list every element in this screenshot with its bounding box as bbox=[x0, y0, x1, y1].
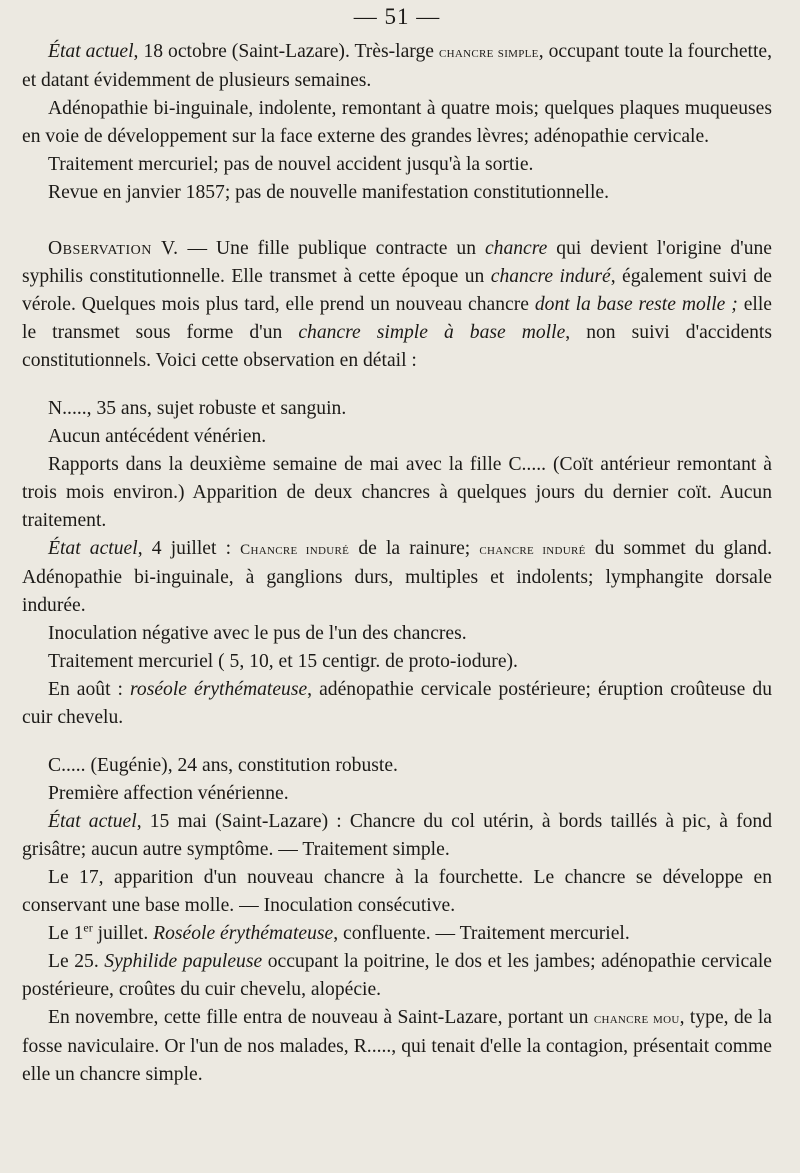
text-span: , type, de la fosse naviculaire. Or l'un de nos malades, R....., qui tenait d'elle la contagion, présentait comme elle un chancre simple. bbox=[22, 1007, 772, 1085]
case-n-paragraph-5: Inoculation négative avec le pus de l'un des chancres. bbox=[48, 623, 467, 644]
text-span: , confluente. — Traitement mercuriel. bbox=[333, 923, 630, 944]
text-span: , adénopathie cervicale postérieure; éruption croûteuse du cuir chevelu. bbox=[22, 679, 772, 728]
text-span: , 4 juillet : bbox=[137, 538, 241, 559]
small-caps-term: chancre simple bbox=[438, 45, 539, 61]
case-n-paragraph-7 bbox=[22, 676, 772, 732]
text-span: Le 25. bbox=[48, 951, 105, 972]
case-c-paragraph-4: Le 17, apparition d'un nouveau chancre à la fourchette. Le chancre se développe en conservant une base molle. — Inoculation consécutive. bbox=[22, 867, 772, 916]
case-c-paragraph-2: Première affection vénérienne. bbox=[48, 783, 289, 804]
case-n-paragraph-3: Rapports dans la deuxième semaine de mai avec la fille C..... (Coït antérieur remontant à trois mois environ.) Apparition de deux chancres à quelques jours du dernier coït. Aucun traitement. bbox=[22, 454, 772, 531]
text-span: juillet. bbox=[92, 923, 154, 944]
case-c-paragraph-1: C..... (Eugénie), 24 ans, constitution robuste. bbox=[48, 755, 398, 776]
text-span: du sommet du gland. Adénopathie bi-inguinale, à ganglions durs, multiples et indolents; lymphangite dorsale indurée. bbox=[22, 538, 772, 616]
case-n-paragraph-4 bbox=[22, 535, 772, 620]
italic-term: Roséole érythémateuse bbox=[153, 923, 334, 944]
etat-actuel-label: État actuel bbox=[48, 41, 134, 62]
text-span: , également suivi de vérole. Quelques mois plus tard, elle prend un nouveau chancre bbox=[22, 266, 773, 315]
text-span: elle le transmet sous forme d'un bbox=[22, 294, 772, 343]
italic-term: Syphilide papuleuse bbox=[104, 951, 263, 972]
case-n-paragraph-1: N....., 35 ans, sujet robuste et sanguin. bbox=[48, 398, 347, 419]
case-n-paragraph-2: Aucun antécédent vénérien. bbox=[48, 426, 267, 447]
italic-term: chancre simple à base molle bbox=[298, 322, 566, 343]
observation-paragraph bbox=[22, 235, 772, 375]
italic-term: dont la base reste molle ; bbox=[534, 294, 738, 315]
case-c-paragraph-3 bbox=[22, 808, 772, 864]
case1-paragraph-2: Adénopathie bi-inguinale, indolente, remontant à quatre mois; quelques plaques muqueuses en voie de développement sur la face externe des grandes lèvres; adénopathie cervicale. bbox=[22, 98, 772, 147]
text-span: En novembre, cette fille entra de nouveau à Saint-Lazare, portant un bbox=[48, 1007, 594, 1028]
italic-term: chancre bbox=[484, 238, 548, 259]
etat-actuel-label: État actuel bbox=[48, 811, 137, 832]
case-n-paragraph-6: Traitement mercuriel ( 5, 10, et 15 centigr. de proto-iodure). bbox=[48, 651, 518, 672]
text-span: , 15 mai (Saint-Lazare) : Chancre du col utérin, à bords taillés à pic, à fond grisâtre; aucun autre symptôme. — Traitement simple. bbox=[22, 811, 772, 860]
text-span: , occupant toute la fourchette, et datant évidemment de plusieurs semaines. bbox=[22, 41, 772, 91]
case1-paragraph-4: Revue en janvier 1857; pas de nouvelle manifestation constitutionnelle. bbox=[48, 182, 609, 203]
section-gap bbox=[22, 207, 772, 235]
text-span: occupant la poitrine, le dos et les jambes; adénopathie cervicale postérieure, croûtes du cuir chevelu, alopécie. bbox=[22, 951, 772, 1000]
etat-actuel-label: État actuel bbox=[48, 538, 138, 559]
case-c-paragraph-5 bbox=[22, 920, 772, 948]
text-span: — Une fille publique contracte un bbox=[178, 238, 485, 259]
page-number: — 51 — bbox=[353, 4, 441, 29]
text-span: de la rainure; bbox=[349, 538, 480, 559]
section-gap bbox=[22, 732, 772, 752]
small-caps-term: chancre induré bbox=[479, 542, 586, 558]
case-c-paragraph-7 bbox=[22, 1004, 772, 1089]
section-gap bbox=[22, 375, 772, 395]
text-span: En août : bbox=[48, 679, 131, 700]
italic-term: roséole érythémateuse bbox=[130, 679, 308, 700]
case1-paragraph-1 bbox=[22, 38, 772, 95]
case1-paragraph-3: Traitement mercuriel; pas de nouvel accident jusqu'à la sortie. bbox=[48, 154, 534, 175]
text-span: , 18 octobre (Saint-Lazare). Très-large bbox=[133, 41, 439, 62]
text-span: qui devient l'origine d'une syphilis constitutionnelle. Elle transmet à cette époque un bbox=[22, 238, 772, 287]
text-span: Le 1 bbox=[48, 923, 84, 944]
text-span: , non suivi d'accidents constitutionnels. Voici cette observation en détail : bbox=[22, 322, 773, 371]
small-caps-term: chancre mou bbox=[593, 1011, 680, 1027]
observation-title: Observation V. bbox=[48, 238, 179, 259]
small-caps-term: Chancre induré bbox=[240, 542, 350, 558]
superscript: er bbox=[83, 920, 93, 935]
case-c-paragraph-6 bbox=[22, 948, 772, 1004]
italic-term: chancre induré bbox=[490, 266, 611, 287]
